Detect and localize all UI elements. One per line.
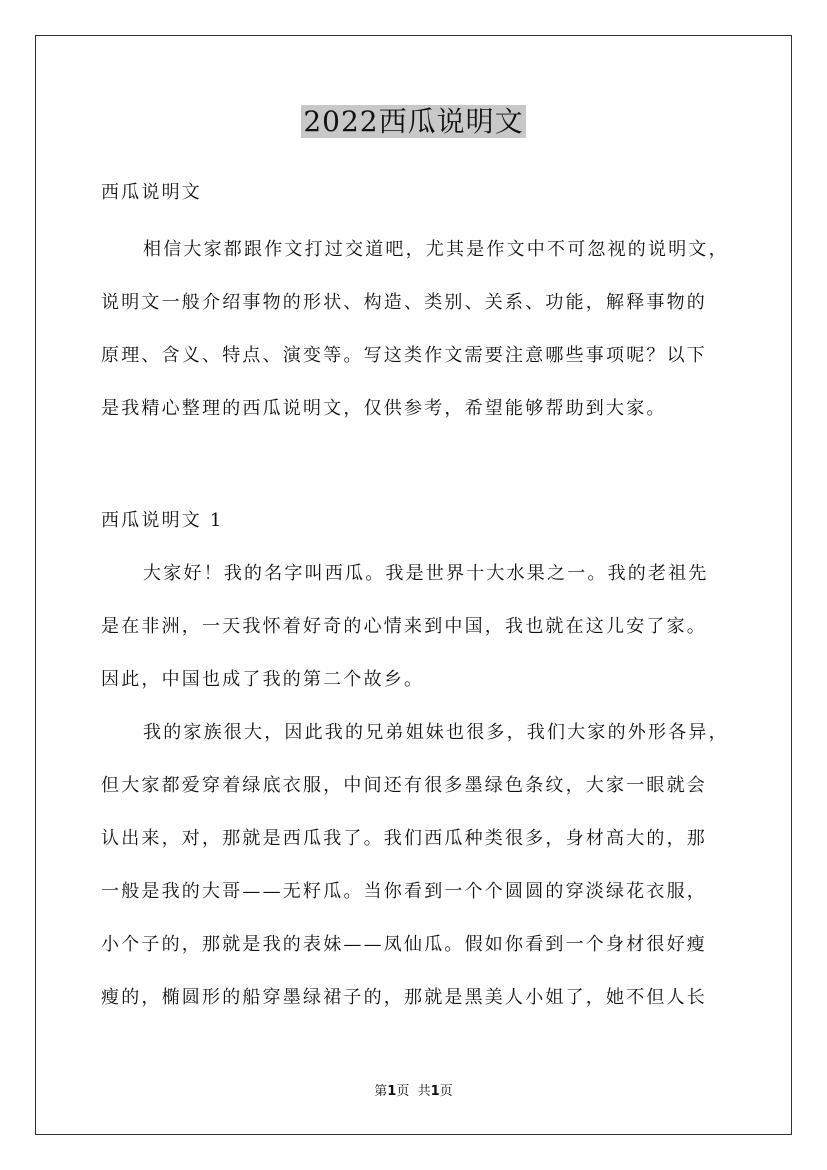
document-title bbox=[0, 102, 827, 142]
para2-line-1: 我的家族很大，因此我的兄弟姐妹也很多，我们大家的外形各异， bbox=[143, 722, 729, 743]
para2-line-5: 小个子的，那就是我的表妹——凤仙瓜。假如你看到一个身材很好瘦 bbox=[101, 934, 707, 955]
intro-line-4: 是我精心整理的西瓜说明文，仅供参考，希望能够帮助到大家。 bbox=[101, 398, 667, 419]
para1-line-3: 因此，中国也成了我的第二个故乡。 bbox=[101, 669, 425, 690]
para2-line-6: 瘦的，椭圆形的船穿墨绿裙子的，那就是黑美人小姐了，她不但人长 bbox=[101, 987, 707, 1008]
footer-total-prefix: 共 bbox=[417, 1084, 431, 1099]
para1-line-1: 大家好！我的名字叫西瓜。我是世界十大水果之一。我的老祖先 bbox=[143, 563, 709, 584]
section-heading-1: 西瓜说明文 bbox=[101, 182, 202, 203]
para1-line-2: 是在非洲，一天我怀着好奇的心情来到中国，我也就在这儿安了家。 bbox=[101, 616, 707, 637]
para2-line-2: 但大家都爱穿着绿底衣服，中间还有很多墨绿色条纹，大家一眼就会 bbox=[101, 775, 707, 796]
intro-line-2: 说明文一般介绍事物的形状、构造、类别、关系、功能，解释事物的 bbox=[101, 292, 707, 313]
page-footer bbox=[0, 1083, 827, 1101]
intro-line-3: 原理、含义、特点、演变等。写这类作文需要注意哪些事项呢？以下 bbox=[101, 345, 707, 366]
footer-page-suffix: 页 bbox=[396, 1084, 410, 1099]
footer-page-number: 1 bbox=[387, 1084, 397, 1099]
footer-page-prefix: 第 bbox=[374, 1084, 388, 1099]
intro-line-1: 相信大家都跟作文打过交道吧，尤其是作文中不可忽视的说明文， bbox=[143, 239, 729, 260]
para2-line-3: 认出来，对，那就是西瓜我了。我们西瓜种类很多，身材高大的，那 bbox=[101, 828, 707, 849]
footer-total-number: 1 bbox=[430, 1084, 440, 1099]
footer-total-suffix: 页 bbox=[439, 1084, 453, 1099]
section-heading-2: 西瓜说明文 1 bbox=[101, 510, 224, 531]
para2-line-4: 一般是我的大哥——无籽瓜。当你看到一个个圆圆的穿淡绿花衣服， bbox=[101, 881, 707, 902]
document-title-text: 2022西瓜说明文 bbox=[303, 105, 524, 138]
